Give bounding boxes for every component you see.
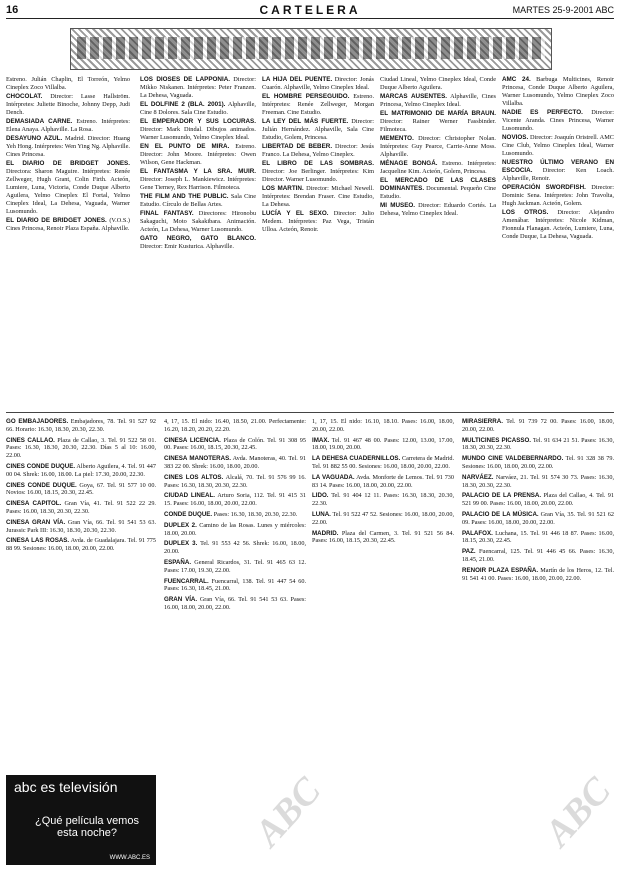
cinema-entry (164, 559, 306, 575)
cinema-entry-text: Plaza del Carmen, 3. Tel. 91 521 56 84. Pases: 16.00, 18.15, 20.30, 22.45. (312, 529, 454, 545)
cinema-entry-text: Alberto Aguilera, 4. Tel. 91 447 00 04. Shrek: 16.00, 18.00. La piel: 17.30, 20.00, 22.30. (6, 462, 156, 478)
film-entry-title: THE FILM AND THE PUBLIC. (140, 193, 229, 200)
page-number: 16 (6, 4, 19, 16)
cinema-entry (462, 567, 614, 583)
film-entry-text: Director: Alejandro Amenábar. Intérpretes: Nicole Kidman, Fionnula Flanagan. Acteón, Lumiere, Luna, Conde Duque, La Dehesa, Vaguada. (502, 209, 614, 240)
cinema-entry (6, 418, 156, 434)
film-entry-text: Director: Julio Medem. Intérpretes: Paz Vega, Tristán Ulloa. Acteón, Renoir. (262, 210, 374, 233)
film-entry-title: EL HOMBRE PERSEGUIDO. (262, 93, 350, 100)
cinema-entry-text: Gran Vía, 66. Tel. 91 541 53 63. Jurassic Park III: 16.30, 18.30, 20.30, 22.30. (6, 518, 156, 534)
cinema-entry (462, 530, 614, 546)
film-entry (140, 168, 256, 192)
film-entry (380, 93, 496, 109)
cinema-entry (164, 522, 306, 538)
film-entry (380, 135, 496, 159)
film-listing-column (262, 76, 374, 406)
cinema-entry-text: Tel. 91 634 21 51. Pases: 16.30, 18.30, 20.30, 22.30. (462, 436, 614, 452)
cinema-entry-text: Plaza de Colón. Tel. 91 308 95 00. Pases: 16.00, 18.15, 20.30, 22.45. (164, 436, 306, 452)
cinema-entry (164, 474, 306, 490)
cinema-entry-title: CINESA GRAN VÍA. (6, 518, 66, 526)
film-entry (502, 184, 614, 208)
film-entry-title: DESAYUNO AZUL. (6, 135, 63, 142)
film-entry (380, 160, 496, 176)
cinema-entry-title: FUENCARRAL. (164, 577, 209, 585)
cinema-entry-text: Tel. 91 739 72 00. Pases: 16.00, 18.00, 20.00, 22.00. (462, 418, 614, 433)
film-entry (502, 134, 614, 158)
advert-footer: WWW.ABC.ES (109, 855, 150, 861)
cinema-entry-title: MADRID. (312, 529, 339, 537)
film-entry-title: LA LEY DEL MÁS FUERTE. (262, 118, 349, 125)
section-divider (6, 412, 614, 413)
cinema-entry-text: Goya, 67. Tel. 91 577 10 00. Novios: 16.00, 18.15, 20.30, 22.45. (6, 481, 156, 497)
film-entry-text: Estreno. Intérpretes: Jacqueline Kim. Acteón, Golem, Princesa. (380, 160, 496, 175)
cinema-entry-title: MULTICINES PICASSO. (462, 436, 532, 444)
film-entry (6, 217, 130, 233)
film-entry-title: NOVIOS. (502, 134, 529, 141)
cinema-entry-title: CINES CONDE DUQUE. (6, 481, 77, 489)
film-entry-title: GATO NEGRO, GATO BLANCO. (140, 235, 256, 242)
cinema-entry (6, 500, 156, 516)
abc-watermark: ABC (246, 769, 330, 855)
film-entry-title: MEMENTO. (380, 135, 414, 142)
film-entry-text: Director: Mark Dindal. Dibujos animados. Warner Lusomundo, Yelmo Cineplex Ideal. (140, 126, 256, 141)
film-entry-text: Director: Lasse Hallström. Intérpretes: Juliette Binoche, Johnny Depp, Judi Dench. (6, 93, 130, 116)
cinema-entry (164, 492, 306, 508)
film-entry-title: MI MUSEO. (380, 202, 416, 209)
cinema-entry-title: PALAFOX. (462, 529, 493, 537)
film-entry-text: Sala Cine Estudio. Círculo de Bellas Artes. (140, 193, 256, 208)
cinema-entry-text: Martín de los Heros, 12. Tel. 91 541 41 00. Pases: 16.00, 18.00, 20.00, 22.00. (462, 566, 614, 582)
cinema-entry-title: CINES LOS ALTOS. (164, 473, 224, 481)
film-entry-text: Director: Joaquín Oristrell. AMC Cine Club, Yelmo Cineplex Ideal, Warner Lusomundo. (502, 134, 614, 157)
cinema-entry-text: Tel. 91 328 38 79. Sesiones: 16.00, 18.00, 20.00, 22.00. (462, 455, 614, 470)
cinema-entry-title: NARVÁEZ. (462, 473, 494, 481)
cinema-entry (6, 537, 156, 553)
cinema-entry-title: CINES CALLAO. (6, 436, 55, 444)
film-entry-text: Documental. Pequeño Cine Estudio. (380, 185, 496, 200)
cinema-entry-title: MIRASIERRA. (462, 418, 503, 425)
film-entry-title: AMC 24. (502, 76, 531, 83)
film-entry (6, 160, 130, 216)
film-entry-title: EL DIARIO DE BRIDGET JONES. (6, 217, 107, 224)
cinema-entry-text: General Ricardos, 31. Tel. 91 465 63 12. Pases: 17.00, 19.30, 22.00. (164, 558, 306, 574)
cinema-entry-title: CINESA CAPITOL. (6, 500, 62, 508)
section-title: CARTELERA (259, 3, 361, 17)
cinema-entry-text: Narváez, 21. Tel. 91 574 30 73. Pases: 16.30, 18.30, 20.30, 22.30. (462, 473, 614, 489)
film-entry (502, 109, 614, 133)
cinema-entry-title: IMAX. (312, 436, 330, 444)
film-entry-title: MÉNAGE BONGÁ. (380, 160, 438, 167)
film-entry (380, 76, 496, 92)
cinema-entry (164, 578, 306, 594)
cinema-entry-text: Avda. Manoteras, 40. Tel. 91 383 22 00. Shrek: 16.00, 18.00, 20.00. (164, 455, 306, 470)
film-entry-title: LUCÍA Y EL SEXO. (262, 210, 329, 217)
cinema-entry (462, 492, 614, 508)
cinema-entry-text: 4, 17, 15. El nido: 16.40, 18.50, 21.00. Perfectamente: 16.20, 18.20, 20.20, 22.20. (164, 418, 306, 433)
cinema-entry-text: Avda. de Guadalajara. Tel. 91 775 88 99. Sesiones: 16.00, 18.00, 20.00, 22.00. (6, 537, 156, 553)
header-rule (6, 18, 614, 19)
cinema-entry-text: Plaza del Callao, 4. Tel. 91 521 99 00. Pases: 16.00, 18.00, 20.00, 22.00. (462, 492, 614, 508)
cinema-entry (462, 548, 614, 564)
cinema-entry-title: PALACIO DE LA MÚSICA. (462, 510, 539, 518)
film-entry-text: Director: Eduardo Cortés. La Dehesa, Yelmo Cineplex Ideal. (380, 202, 496, 217)
cinema-entry-title: CIUDAD LINEAL. (164, 492, 215, 500)
cinema-entry-text: Luchana, 15. Tel. 91 446 18 87. Pases: 16.00, 18.15, 20.30, 22.45. (462, 529, 614, 545)
film-entry-title: LOS MARTIN. (262, 185, 304, 192)
cinema-entry-title: LA VAGUADA. (312, 473, 355, 481)
cinema-entry (462, 511, 614, 527)
film-entry-title: LIBERTAD DE BEBER. (262, 143, 333, 150)
cinema-entry-title: MUNDO CINE VALDEBERNARDO. (462, 455, 564, 463)
film-entry (262, 76, 374, 92)
film-entry (140, 76, 256, 100)
film-listing-column (502, 76, 614, 406)
cinema-entry-title: PALACIO DE LA PRENSA. (462, 492, 542, 500)
film-entry-text: Madrid. Director: Huang Yeh Hong. Intérpretes: Wen Ying Ng. Alphaville. Cines Princesa. (6, 135, 130, 158)
film-entry-title: FINAL FANTASY. (140, 210, 194, 217)
film-listing-column (6, 76, 130, 406)
cinema-listing-column (6, 418, 156, 768)
film-entry (380, 177, 496, 201)
cinema-entry (462, 474, 614, 490)
film-entry (6, 135, 130, 159)
cinema-entry (312, 474, 454, 490)
film-entry-text: Director: Vicente Aranda. Cines Princesa, Warner Lusomundo. (502, 109, 614, 132)
film-entry-text: Director: Julián Hernández. Alphaville, Sala Cine Estudio, Golem, Princesa. (262, 118, 374, 141)
cinema-entry (164, 511, 306, 519)
film-entry-title: MARCAS AUSENTES. (380, 93, 448, 100)
film-entry-text: Director: Jesús Franco. La Dehesa, Yelmo Cineplex. (262, 143, 374, 158)
cinema-entry-title: CINESA MANOTERAS. (164, 455, 231, 463)
cinema-entry (164, 437, 306, 453)
section-banner (70, 28, 552, 70)
cinema-entry-title: DUPLEX 3. (164, 540, 198, 548)
film-entry (262, 143, 374, 159)
cinema-entry-title: RENOIR PLAZA ESPAÑA. (462, 566, 539, 574)
cinema-entry-text: Avda. Monforte de Lemos. Tel. 91 730 83 14. Pases: 16.00, 18.00, 20.00, 22.00. (312, 473, 454, 489)
film-entry (262, 185, 374, 209)
cinema-entry (6, 519, 156, 535)
cinema-entry (312, 511, 454, 527)
cinema-entry (462, 455, 614, 471)
cinema-entry (6, 463, 156, 479)
film-entry-title: LA HIJA DEL PUENTE. (262, 76, 333, 83)
cinema-entry-title: GRAN VÍA. (164, 596, 198, 604)
film-entry-text: Director: Christopher Nolan. Intérpretes: Guy Pearce, Carrie-Anne Moss. Alphaville. (380, 135, 496, 158)
film-entry-text: Director: Joe Berlinger. Intérpretes: Kim Director. Warner Lusomundo. (262, 168, 374, 183)
film-entry-title: EL FANTASMA Y LA SRA. MUIR. (140, 168, 256, 175)
cinema-entry-title: PAZ. (462, 548, 476, 556)
film-entry-title: CHOCOLAT. (6, 93, 43, 100)
cinema-entry-text: Pases: 16.30, 18.30, 20.30, 22.30. (213, 510, 298, 518)
cinema-entry-text: Gran Vía, 41. Tel. 91 522 22 29. Pases: 16.00, 18.30, 20.30, 22.30. (6, 500, 156, 515)
cinema-entry-title: DUPLEX 2. (164, 521, 197, 529)
cinema-entry (164, 596, 306, 612)
cinema-entry-title: LUNA. (312, 510, 331, 518)
film-entry-text: Director: Jonás Cuarón. Alphaville, Yelmo Cineplex Ideal. (262, 76, 374, 91)
cinema-entry-title: CINESA LICENCIA. (164, 436, 221, 444)
film-entry (380, 202, 496, 218)
cinema-entry-text: Tel. 91 467 48 00. Pases: 12.00, 13.00, 17.00, 18.00, 19.00, 20.00. (312, 436, 454, 452)
cinema-entry (312, 455, 454, 471)
film-entry (6, 93, 130, 117)
cinema-entry-title: CINES CONDE DUQUE. (6, 462, 76, 470)
cinema-entry (312, 418, 454, 434)
cinema-entry-text: Arturo Soria, 112. Tel. 91 415 31 15. Pases: 16.00, 18.00, 20.00, 22.00. (164, 492, 306, 508)
film-entry (140, 210, 256, 234)
cinema-entry-text: Alcalá, 70. Tel. 91 576 99 16. Pases: 16.30, 18.30, 20.30, 22.30. (164, 473, 306, 489)
cinema-entry-text: Fuencarral, 138. Tel. 91 447 54 60. Pases: 16.30, 18.45, 21.00. (164, 577, 306, 593)
film-entry-title: DEMASIADA CARNE. (6, 118, 73, 125)
cinema-entry-title: LA DEHESA CUADERNILLOS. (312, 455, 401, 463)
cinema-entry-title: CINESA LAS ROSAS. (6, 537, 70, 545)
film-entry (6, 76, 130, 92)
cinema-entry (164, 455, 306, 471)
advert-title: abc es televisión (14, 779, 118, 795)
film-entry-title: LOS DIOSES DE LAPPONIA. (140, 76, 231, 83)
cinema-entry-text: Carretera de Madrid. Tel. 91 882 55 00. Sesiones: 16.00, 18.00, 20.00, 22.00. (312, 455, 454, 470)
film-entry-text: Director: Ken Loach. Alphaville, Renoir. (502, 167, 614, 182)
film-entry-text: Estreno. Director: John Moore. Intérpretes: Owen Wilson, Gene Hackman. (140, 143, 256, 166)
film-entry-text: Ciudad Lineal, Yelmo Cineplex Ideal, Conde Duque Alberto Aguilera. (380, 76, 496, 91)
film-entry (140, 193, 256, 209)
film-entry (140, 118, 256, 142)
film-entry-title: EL MERCADO DE LAS CLASES DOMINANTES. (380, 177, 496, 192)
cinema-entry-title: GO EMBAJADORES. (6, 418, 69, 425)
film-entry (262, 210, 374, 234)
film-entry-text: Barbuga Multicines, Renoir Princesa, Conde Duque Alberto Aguilera, Warner Lusomundo, Yelmo Cineplex Zoco Villalba. (502, 76, 614, 107)
film-entry-title: OPERACIÓN SWORDFISH. (502, 184, 586, 191)
cinema-entry (462, 437, 614, 453)
cinema-entry (164, 418, 306, 434)
film-entry-text: Director: Michael Newell. Intérpretes: Brendan Fraser. Cine Estudio, La Dehesa. (262, 185, 374, 208)
cinema-entry-text: Tel. 91 553 42 56. Shrek: 16.00, 18.00, 20.00. (164, 540, 306, 556)
cinema-entry (6, 482, 156, 498)
film-entry-title: NADIE ES PERFECTO. (502, 109, 583, 116)
film-entry (380, 110, 496, 134)
abc-tv-advert[interactable] (6, 775, 156, 865)
film-entry-text: Estreno. Intérpretes: Elena Anaya. Alphaville. La Rosa. (6, 118, 130, 133)
film-entry-title: NUESTRO ÚLTIMO VERANO EN ESCOCIA. (502, 159, 614, 174)
film-entry-text: Director: Rainer Werner Fassbinder. Filmoteca. (380, 118, 496, 133)
film-entry-text: Directora: Sharon Maguire. Intérpretes: Renée Zellweger, Hugh Grant, Colin Firth. Acteón, Lumiere, Luna, Victoria, Conde Duque Alberto Aguilera, Yelmo Cineplex El Fortal, Yelmo Cineplex Ideal, La Dehesa, Vaguada, Warner Lusomundo. (6, 168, 130, 215)
cinema-entry (164, 540, 306, 556)
film-entry-text: Alphaville, Cines Princesa, Yelmo Cineplex Ideal. (380, 93, 496, 108)
page-header (0, 0, 620, 22)
cinema-entry-text: Gran Vía, 35. Tel. 91 521 62 09. Pases: 16.00, 18.00, 20.00, 22.00. (462, 510, 614, 526)
film-entry (140, 143, 256, 167)
film-entry-text: Estreno. Julián Chaplin, El Torreón, Yelmo Cineplex Zoco Villalba. (6, 76, 130, 91)
film-entry (502, 76, 614, 108)
cinema-entry-text: Fuencarral, 125. Tel. 91 446 45 66. Pases: 16.30, 18.45, 21.00. (462, 548, 614, 563)
cinema-entry (312, 530, 454, 546)
cinema-entry-title: ESPAÑA. (164, 558, 192, 566)
film-entry-text: Estreno. Intérpretes: Renée Zellweger, Morgan Freeman. Cine Estudio. (262, 93, 374, 116)
film-entry-title: EL DOLFINE 2 (BLA. 2001). (140, 101, 226, 108)
film-entry-title: LOS OTROS. (502, 209, 549, 216)
film-listing-column (140, 76, 256, 406)
advert-tagline: ¿Qué película vemos esta noche? (35, 815, 139, 839)
cinema-entry-text: Tel. 91 522 47 52. Sesiones: 16.00, 18.00, 20.00, 22.00. (312, 510, 454, 526)
film-entry-text: Director: Dominic Sena. Intérpretes: John Travolta, Hugh Jackman. Acteón, Golem. (502, 184, 614, 207)
cinema-entry (6, 437, 156, 460)
dateline: MARTES 25-9-2001 ABC (512, 5, 614, 15)
cinema-entry (462, 418, 614, 434)
film-entry-text: Director: Mikko Niskanen. Intérpretes: Peter Franzen. La Dehesa, Vaguada. (140, 76, 256, 99)
film-entry-title: EL EMPERADOR Y SUS LOCURAS. (140, 118, 256, 125)
film-entry-text: Alphaville, Cine 8 Dolores. Sala Cine Estudio. (140, 101, 256, 116)
film-entry-title: EL MATRIMONIO DE MARÍA BRAUN. (380, 110, 496, 117)
cinema-listing-column (312, 418, 454, 858)
film-entry-title: EL DIARIO DE BRIDGET JONES. (6, 160, 130, 167)
cinema-entry (312, 492, 454, 508)
film-entry (6, 118, 130, 134)
film-entry (262, 160, 374, 184)
cinema-entry-text: 1, 17, 15. El nido: 16.10, 18.10. Pases: 16.00, 18.00, 20.00, 22.00. (312, 418, 454, 433)
cinema-entry-text: Camino de las Rosas. Lunes y miércoles: 18.00, 20.00. (164, 521, 306, 537)
film-listing-column (380, 76, 496, 406)
film-entry (140, 101, 256, 117)
cinema-entry-title: CONDE DUQUE. (164, 510, 213, 518)
film-entry-title: EN EL PUNTO DE MIRA. (140, 143, 230, 150)
film-entry (262, 93, 374, 117)
film-entry-text: Director: Joseph L. Mankiewicz. Intérpretes: Gene Tierney, Rex Harrison. Filmoteca. (140, 176, 256, 191)
cinema-entry-title: LIDO. (312, 492, 329, 500)
cinema-entry (312, 437, 454, 453)
film-entry-text: (V.O.S.) Cines Princesa, Renoir Plaza España. Alphaville. (6, 217, 130, 232)
cinema-entry-text: Gran Vía, 66. Tel. 91 541 53 63. Pases: 16.00, 18.00, 20.00, 22.00. (164, 596, 306, 611)
cinema-entry-text: Plaza de Callao, 3. Tel. 91 522 58 01. Pases: 16.30, 18.30, 20.30, 22.30. Días 5 al 10: 16.00, 22.00. (6, 436, 156, 460)
cinema-entry-text: Embajadores, 78. Tel. 91 527 92 66. Horario: 16.30, 18.30, 20.30, 22.30. (6, 418, 156, 433)
film-entry (262, 118, 374, 142)
abc-watermark: ABC (536, 769, 620, 855)
film-entry-title: EL LIBRO DE LAS SOMBRAS. (262, 160, 374, 167)
cinema-entry-text: Tel. 91 404 12 11. Pases: 16.30, 18.30, 20.30, 22.30. (312, 492, 454, 508)
film-entry (502, 159, 614, 183)
film-entry (140, 235, 256, 251)
film-entry-text: Directores: Hironobu Sakaguchi, Moto Sakakibara. Animación. Acteón, La Dehesa, Warner Lusomundo. (140, 210, 256, 233)
film-entry (502, 209, 614, 241)
film-entry-text: Director: Emir Kusturica. Alphaville. (140, 243, 234, 250)
